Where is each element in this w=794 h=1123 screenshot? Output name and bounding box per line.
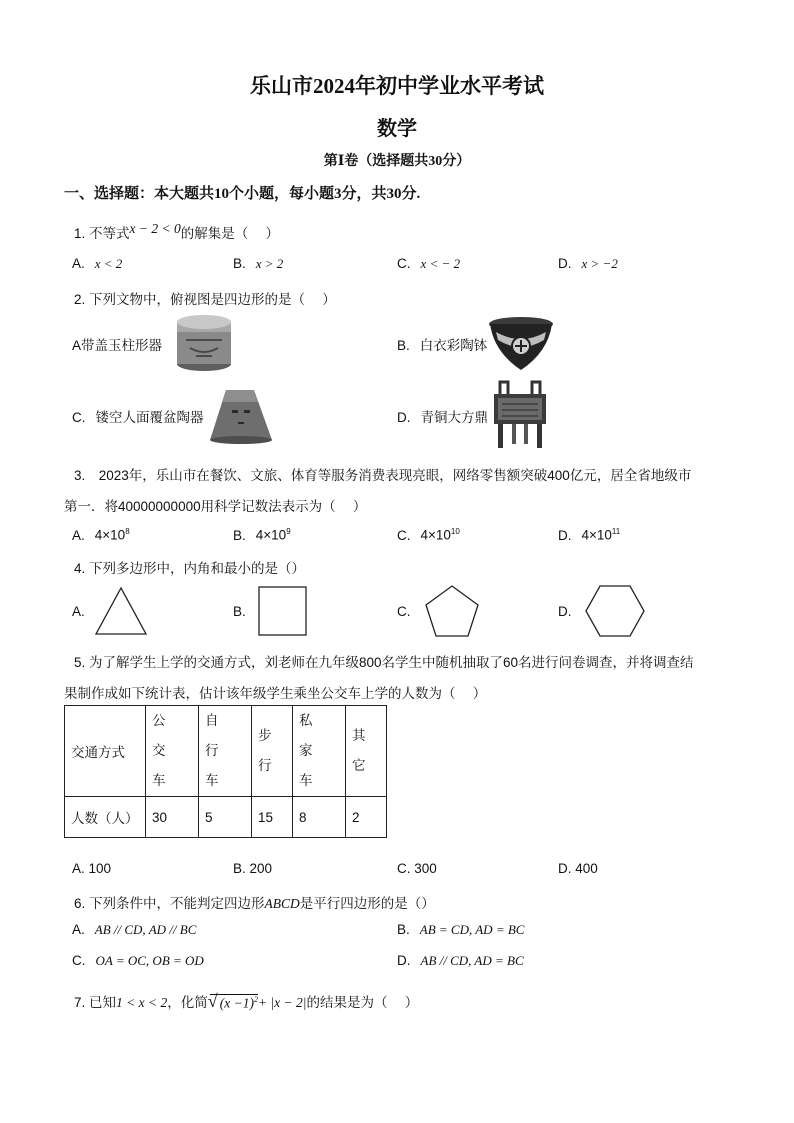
q4-option-a-label[interactable]: A. [72,604,85,619]
q3-option-b[interactable]: B. $4\times 10^9$ [233,527,291,543]
bronze-ding-image [492,376,548,452]
q6-option-c[interactable]: C. OA = OC, OB = OD [72,953,204,968]
transport-table [64,705,387,838]
question-6: 6. 下列条件中，不能判定四边形ABCD是平行四边形的是（） [74,896,435,911]
table-row [65,797,387,838]
q6-option-b[interactable]: B. AB = CD, AD = BC [397,922,525,937]
question-5-line-1: 5. 为了解学生上学的交通方式，刘老师在九年级800名学生中随机抽取了60名进行问卷调查，并将调查结 [74,655,694,670]
q2-option-d[interactable]: D. 青铜大方鼎 [397,410,488,425]
question-4: 4. 下列多边形中，内角和最小的是（） [74,561,306,576]
q1-option-d[interactable]: D. x > −2 [558,256,618,271]
q1-expr: x − 2 < 0 [129,221,181,236]
table-header-cell: 交通方式 [65,706,146,797]
q2-option-a[interactable]: A带盖玉柱形器 [72,338,163,353]
exam-title: 乐山市2024年初中学业水平考试 [250,74,544,98]
q4-option-d-label[interactable]: D. [558,604,572,619]
table-cell: 8 [293,797,346,838]
question-2: 2. 下列文物中，俯视图是四边形的是（ ） [74,292,336,307]
subject-title: 数学 [377,118,417,140]
q3-option-a[interactable]: A. $4\times 10^8$ [72,527,130,543]
table-header-cell: 公交 车 [146,706,199,797]
table-row-label: 人数（人） [65,797,146,838]
q7-absolute: + |x − 2| [257,995,307,1010]
hexagon-shape [584,584,646,638]
table-header-cell: 自行 车 [199,706,252,797]
jade-cylinder-image [176,312,232,372]
q1-option-c[interactable]: C. x < − 2 [397,256,461,271]
question-3-line-1: 3. 2023年，乐山市在餐饮、文旅、体育等服务消费表现亮眼，网络零售额突破400亿元，居全省地级市 [74,468,692,483]
square-shape [258,586,308,636]
table-header-row [65,706,387,797]
q5-option-d[interactable]: D. 400 [558,861,598,876]
q5-option-c[interactable]: C. 300 [397,861,437,876]
q1-pre: 1. 不等式 [74,226,130,241]
table-cell: 15 [252,797,293,838]
triangle-shape [94,586,148,636]
table-cell: 2 [346,797,387,838]
section-heading: 一、选择题：本大题共10个小题，每小题3分，共30分. [64,186,421,202]
table-header-cell: 步 行 [252,706,293,797]
volume-title: 第Ⅰ卷（选择题共30分） [323,154,471,169]
table-cell: 5 [199,797,252,838]
q4-option-c-label[interactable]: C. [397,604,411,619]
table-cell: 30 [146,797,199,838]
q2-option-c[interactable]: C. 镂空人面覆盆陶器 [72,410,204,425]
q5-option-a[interactable]: A. 100 [72,861,112,876]
q6-quad-name: ABCD [264,896,300,911]
table-header-cell: 私家 车 [293,706,346,797]
q6-option-d[interactable]: D. AB // CD, AD = BC [397,953,524,968]
q3-option-c[interactable]: C. $4\times 10^{10}$ [397,527,460,543]
question-3-line-2: 第一．将40000000000用科学记数法表示为（ ） [64,499,367,514]
question-5-line-2: 果制作成如下统计表，估计该年级学生乘坐公交车上学的人数为（ ） [64,686,487,701]
mask-pottery-image [208,388,274,444]
painted-bowl-image [488,316,554,372]
pentagon-shape [424,584,480,638]
question-1 [74,222,279,242]
question-7: 7. 已知1 < x < 2，化简 √ $(x -1)^2+ |x - 2|$的结果是为（ ） [74,990,419,1011]
q4-option-b-label[interactable]: B. [233,604,246,619]
q2-option-b[interactable]: B. 白衣彩陶钵 [397,338,488,353]
q7-condition: 1 < x < 2 [116,995,168,1010]
q5-option-b[interactable]: B. 200 [233,861,273,876]
q6-option-a[interactable]: A. AB // CD, AD // BC [72,922,197,937]
table-header-cell: 其 它 [346,706,387,797]
q1-option-b[interactable]: B. x > 2 [233,256,284,271]
q3-option-d[interactable]: D. $4\times 10^{11}$ [558,527,621,543]
q1-post: 的解集是（ ） [180,226,279,241]
q1-option-a[interactable]: A. x < 2 [72,256,123,271]
q7-radical: √ $(x -1)^2$ [207,990,258,1011]
